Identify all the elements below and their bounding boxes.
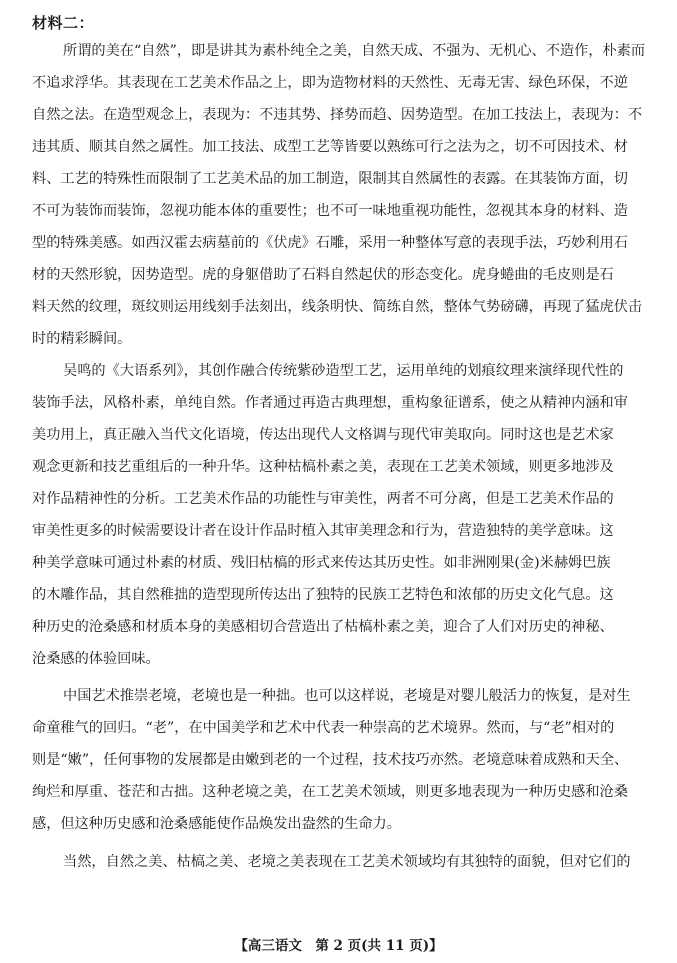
text-line: 材的天然形貌，因势造型。虎的身躯借助了石料自然起伏的形态变化。虎身蜷曲的毛皮则是石 <box>32 267 614 283</box>
text-line: 审美性更多的时候需要设计者在设计作品时植入其审美理念和行为，营造独特的美学意味。这 <box>32 523 614 539</box>
text-line: 型的特殊美感。如西汉霍去病墓前的《伏虎》石雕，采用一种整体写意的表现手法，巧妙利用石 <box>32 235 628 251</box>
text-line: 料、工艺的特殊性而限制了工艺美术品的加工制造，限制其自然属性的表露。在其装饰方面，切 <box>32 171 628 187</box>
text-line: 违其质、顺其自然之属性。加工技法、成型工艺等皆要以熟练可行之法为之，切不可因技术、材 <box>32 139 628 155</box>
text-line: 吴鸣的《大语系列》，其创作融合传统紫砂造型工艺，运用单纯的划痕纹理来演绎现代性的 <box>63 363 624 379</box>
text-line: 中国艺术推崇老境，老境也是一种拙。也可以这样说，老境是对婴儿般活力的恢复，是对生 <box>63 688 631 704</box>
section-heading: 材料二： <box>32 14 95 32</box>
text-line: 种美学意味可通过朴素的材质、残旧枯槁的形式来传达其历史性。如非洲刚果(金)米赫姆巴族 <box>32 555 611 571</box>
text-line: 的木雕作品，其自然稚拙的造型现所传达出了独特的民族工艺特色和浓郁的历史文化气息。这 <box>32 587 614 603</box>
page-footer: 【高三语文 第 2 页(共 11 页)】 <box>234 938 443 954</box>
text-line: 装饰手法，风格朴素，单纯自然。作者通过再造古典理想，重构象征谱系，使之从精神内涵和审 <box>32 395 628 411</box>
text-line: 感，但这种历史感和沧桑感能使作品焕发出盎然的生命力。 <box>32 816 401 832</box>
text-line: 命童稚气的回归。“老”，在中国美学和艺术中代表一种崇高的艺术境界。然而，与“老”相对的 <box>32 720 615 736</box>
text-line: 时的精彩瞬间。 <box>32 331 132 347</box>
text-line: 观念更新和技艺重组后的一种升华。这种枯槁朴素之美，表现在工艺美术领域，则更多地涉及 <box>32 459 614 475</box>
text-line: 则是“嫩”，任何事物的发展都是由嫩到老的一个过程，技术技巧亦然。老境意味着成熟和天全、 <box>32 752 629 768</box>
text-line: 当然，自然之美、枯槁之美、老境之美表现在工艺美术领域均有其独特的面貌，但对它们的 <box>63 854 631 870</box>
text-line: 对作品精神性的分析。工艺美术作品的功能性与审美性，两者不可分离，但是工艺美术作品的 <box>32 491 614 507</box>
text-line: 料天然的纹理，斑纹则运用线刻手法刻出，线条明快、简练自然，整体气势磅礴，再现了猛虎伏击 <box>32 299 643 315</box>
text-line: 美功用上，真正融入当代文化语境，传达出现代人文格调与现代审美取向。同时这也是艺术家 <box>32 427 614 443</box>
text-line: 种历史的沧桑感和材质本身的美感相切合营造出了枯槁朴素之美，迎合了人们对历史的神秘、 <box>32 619 614 635</box>
text-line: 所谓的美在“自然”，即是讲其为素朴纯全之美，自然天成、不强为、无机心、不造作，朴素而 <box>63 43 646 59</box>
text-line: 不可为装饰而装饰，忽视功能本体的重要性；也不可一味地重视功能性，忽视其本身的材料、造 <box>32 203 628 219</box>
text-line: 自然之法。在造型观念上，表现为：不违其势、择势而趋、因势造型。在加工技法上，表现为：不 <box>32 107 643 123</box>
text-line: 不追求浮华。其表现在工艺美术作品之上，即为造物材料的天然性、无毒无害、绿色环保，不逆 <box>32 75 628 91</box>
text-line: 绚烂和厚重、苍茫和古拙。这种老境之美，在工艺美术领域，则更多地表现为一种历史感和沧桑 <box>32 784 628 800</box>
text-line: 沧桑感的体验回味。 <box>32 651 160 667</box>
